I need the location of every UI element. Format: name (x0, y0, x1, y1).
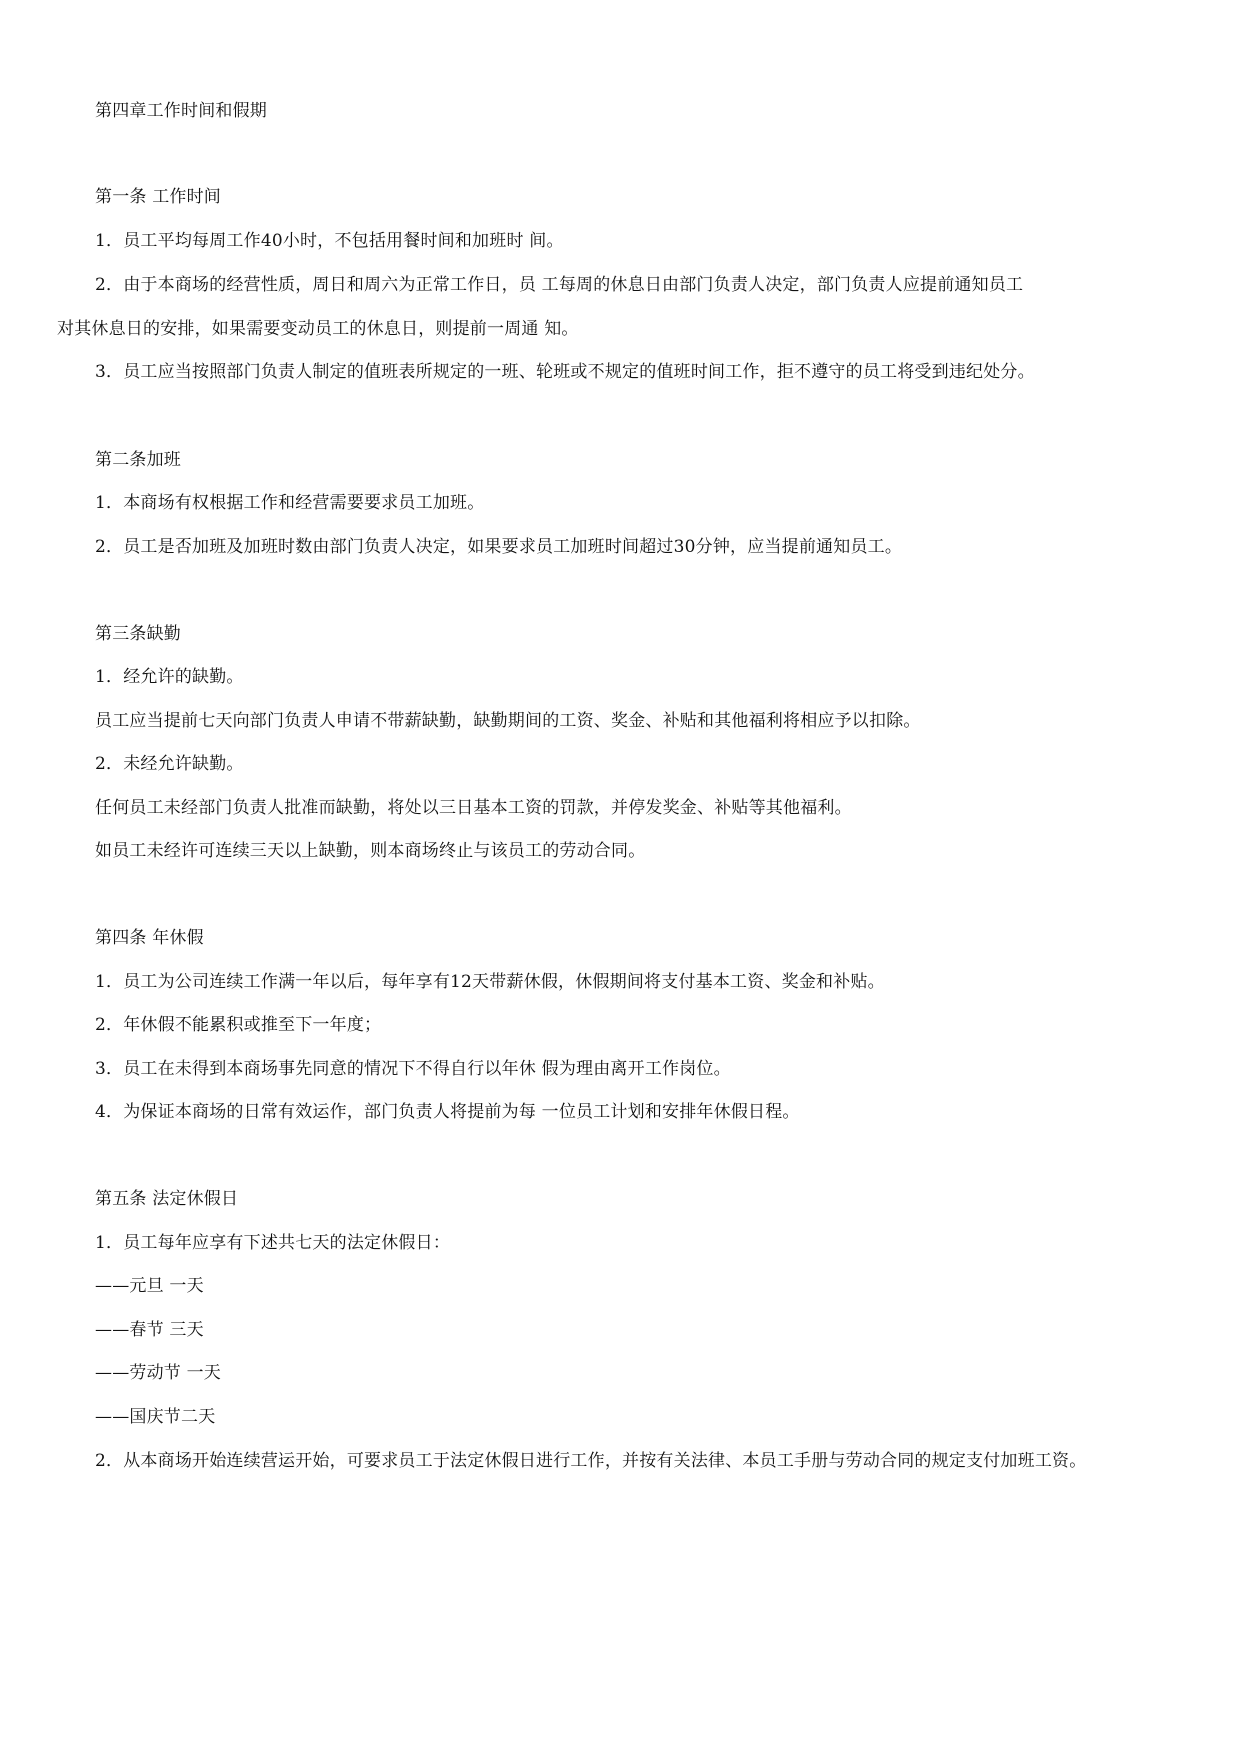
holiday-list-item: ——劳动节 一天 (95, 1363, 222, 1383)
article-1-item: 3．员工应当按照部门负责人制定的值班表所规定的一班、轮班或不规定的值班时间工作，拒不遵守的员工将受到违纪处分。 (95, 362, 1035, 382)
article-4-title: 第四条 年休假 (95, 928, 204, 948)
article-3-item: 任何员工未经部门负责人批准而缺勤，将处以三日基本工资的罚款，并停发奖金、补贴等其他福利。 (95, 798, 852, 818)
chapter-title: 第四章工作时间和假期 (95, 101, 267, 121)
article-1-title: 第一条 工作时间 (95, 187, 222, 207)
article-1-item-continuation: 对其休息日的安排，如果需要变动员工的休息日，则提前一周通 知。 (57, 319, 579, 339)
article-1-item: 1．员工平均每周工作40小时，不包括用餐时间和加班时 间。 (95, 231, 564, 251)
holiday-list-item: ——国庆节二天 (95, 1407, 216, 1427)
holiday-list-item: ——春节 三天 (95, 1320, 204, 1340)
article-2-item: 2．员工是否加班及加班时数由部门负责人决定，如果要求员工加班时间超过30分钟，应当提前通知员工。 (95, 537, 903, 557)
article-4-item: 4．为保证本商场的日常有效运作，部门负责人将提前为每 一位员工计划和安排年休假日程。 (95, 1102, 800, 1122)
article-2-item: 1．本商场有权根据工作和经营需要要求员工加班。 (95, 493, 485, 513)
article-3-title: 第三条缺勤 (95, 624, 181, 644)
article-3-item: 如员工未经许可连续三天以上缺勤，则本商场终止与该员工的劳动合同。 (95, 841, 646, 861)
article-3-item: 1．经允许的缺勤。 (95, 667, 244, 687)
article-3-item: 2．未经允许缺勤。 (95, 754, 244, 774)
article-2-title: 第二条加班 (95, 450, 181, 470)
article-5-item: 2．从本商场开始连续营运开始，可要求员工于法定休假日进行工作，并按有关法律、本员工手册与劳动合同的规定支付加班工资。 (95, 1451, 1087, 1471)
article-4-item: 3．员工在未得到本商场事先同意的情况下不得自行以年休 假为理由离开工作岗位。 (95, 1059, 731, 1079)
article-3-item: 员工应当提前七天向部门负责人申请不带薪缺勤，缺勤期间的工资、奖金、补贴和其他福利将相应予以扣除。 (95, 711, 921, 731)
article-5-item: 1．员工每年应享有下述共七天的法定休假日： (95, 1233, 451, 1253)
article-5-title: 第五条 法定休假日 (95, 1189, 239, 1209)
article-4-item: 1．员工为公司连续工作满一年以后，每年享有12天带薪休假，休假期间将支付基本工资、奖金和补贴。 (95, 972, 885, 992)
article-1-item: 2．由于本商场的经营性质，周日和周六为正常工作日，员 工每周的休息日由部门负责人决定，部门负责人应提前通知员工 (95, 275, 1024, 295)
article-4-item: 2．年休假不能累积或推至下一年度； (95, 1015, 382, 1035)
holiday-list-item: ——元旦 一天 (95, 1276, 204, 1296)
